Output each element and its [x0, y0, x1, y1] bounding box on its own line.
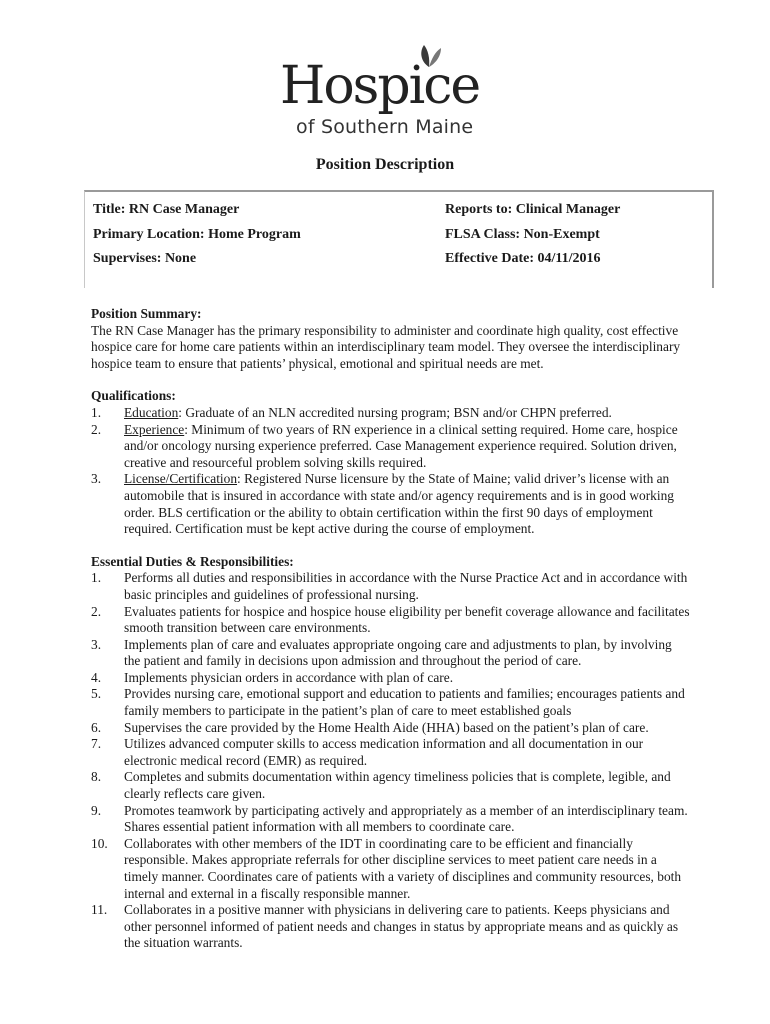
list-item [91, 902, 691, 952]
list-item [91, 803, 691, 836]
list-item [91, 670, 691, 687]
item-number: 11. [91, 902, 108, 918]
effective-date-field: Effective Date: 04/11/2016 [445, 251, 601, 266]
item-text: Promotes teamwork by participating actively and appropriately as a member of an interdisciplinary team. Shares essential patient information with all members to coordinate care. [124, 802, 688, 835]
item-text: Collaborates in a positive manner with physicians in delivering care to patients. Keeps physicians and other personnel informed of patient needs and changes in status by appropriate means and as quickly as the situation warrants. [124, 902, 679, 951]
list-item [91, 720, 691, 737]
item-number: 4. [91, 669, 102, 685]
position-info-box [84, 190, 714, 288]
item-text: Collaborates with other members of the IDT in coordinating care to be efficient and financially responsible. Makes appropriate referrals for other discipline services to meet patient care needs in a timely manner. Coordinates care of patients with a variety of disciplines and community resources, both internal and external in a fiscally responsible manner. [124, 835, 682, 901]
item-number: 5. [91, 686, 102, 702]
hospice-logo [280, 42, 500, 142]
item-text: Supervises the care provided by the Home Health Aide (HHA) based on the patient’s plan of care. [124, 719, 649, 735]
item-text: Implements physician orders in accordance with plan of care. [124, 669, 454, 685]
item-number: 2. [91, 603, 102, 619]
list-item [91, 686, 691, 719]
item-number: 8. [91, 769, 102, 785]
logo-wordmark: Hospice [280, 56, 480, 116]
qualifications-list [91, 405, 691, 538]
supervises-field: Supervises: None [93, 251, 197, 266]
item-number: 1. [91, 404, 102, 420]
document-title: Position Description [315, 156, 455, 173]
document-body [91, 306, 691, 952]
list-item [91, 471, 691, 537]
item-text: : Registered Nurse licensure by the State of Maine; valid driver’s license with an automobile that is insured in accordance with state and/or agency requirements and is in good working order. BLS certification or the ability to obtain certification within the first 90 days of employment required. Certification must be kept active during the course of employment. [124, 471, 674, 537]
item-text: Completes and submits documentation within agency timeliness policies that is complete, legible, and clearly reflects care given. [124, 769, 671, 802]
item-number: 3. [91, 636, 102, 652]
summary-heading: Position Summary: [91, 306, 202, 321]
list-item [91, 736, 691, 769]
item-text: Implements plan of care and evaluates appropriate ongoing care and adjustments to plan, by involving the patient and family in decisions upon admission and throughout the period of care. [124, 636, 672, 669]
item-text: Evaluates patients for hospice and hospice house eligibility per benefit coverage allowance and facilitates smooth transition between care environments. [124, 603, 690, 636]
item-text: Performs all duties and responsibilities in accordance with the Nurse Practice Act and in accordance with basic principles and guidelines of professional nursing. [124, 570, 688, 602]
flsa-field: FLSA Class: Non-Exempt [445, 227, 600, 242]
logo-subtitle: of Southern Maine [296, 116, 474, 138]
duties-heading: Essential Duties & Responsibilities: [91, 553, 294, 569]
item-label: Education [124, 404, 179, 420]
qualifications-heading: Qualifications: [91, 388, 176, 404]
duties-list [91, 570, 691, 952]
item-text: Utilizes advanced computer skills to access medication information and all documentation in our electronic medical record (EMR) as required. [124, 736, 644, 768]
item-number: 7. [91, 736, 102, 752]
item-number: 6. [91, 719, 102, 735]
list-item [91, 769, 691, 802]
list-item [91, 604, 691, 637]
location-field: Primary Location: Home Program [93, 227, 301, 242]
summary-text: The RN Case Manager has the primary responsibility to administer and coordinate high quality, cost effective hospice care for home care patients within an interdisciplinary team model. They oversee the interdisciplinary hospice team to ensure that patients’ physical, emotional and spiritual needs are met. [91, 322, 681, 371]
item-label: License/Certification [124, 471, 238, 487]
reports-to-field: Reports to: Clinical Manager [445, 202, 621, 217]
item-text: Provides nursing care, emotional support and education to patients and families; encourages patients and family members to participate in the patient’s plan of care to meet established goals [124, 686, 685, 719]
list-item [91, 405, 691, 422]
item-number: 1. [91, 570, 102, 586]
item-number: 2. [91, 421, 102, 437]
item-number: 3. [91, 471, 102, 487]
list-item [91, 637, 691, 670]
list-item [91, 422, 691, 472]
item-text: : Graduate of an NLN accredited nursing program; BSN and/or CHPN preferred. [178, 404, 612, 420]
item-label: Experience [124, 421, 185, 437]
list-item [91, 570, 691, 603]
item-text: : Minimum of two years of RN experience in a clinical setting required. Home care, hospice and/or oncology nursing experience preferred. Case Management experience required. Solution driven, creative and resourceful problem solving skills required. [124, 421, 678, 470]
item-number: 9. [91, 802, 102, 818]
list-item [91, 836, 691, 902]
item-number: 10. [91, 835, 108, 851]
title-field: Title: RN Case Manager [93, 202, 240, 217]
